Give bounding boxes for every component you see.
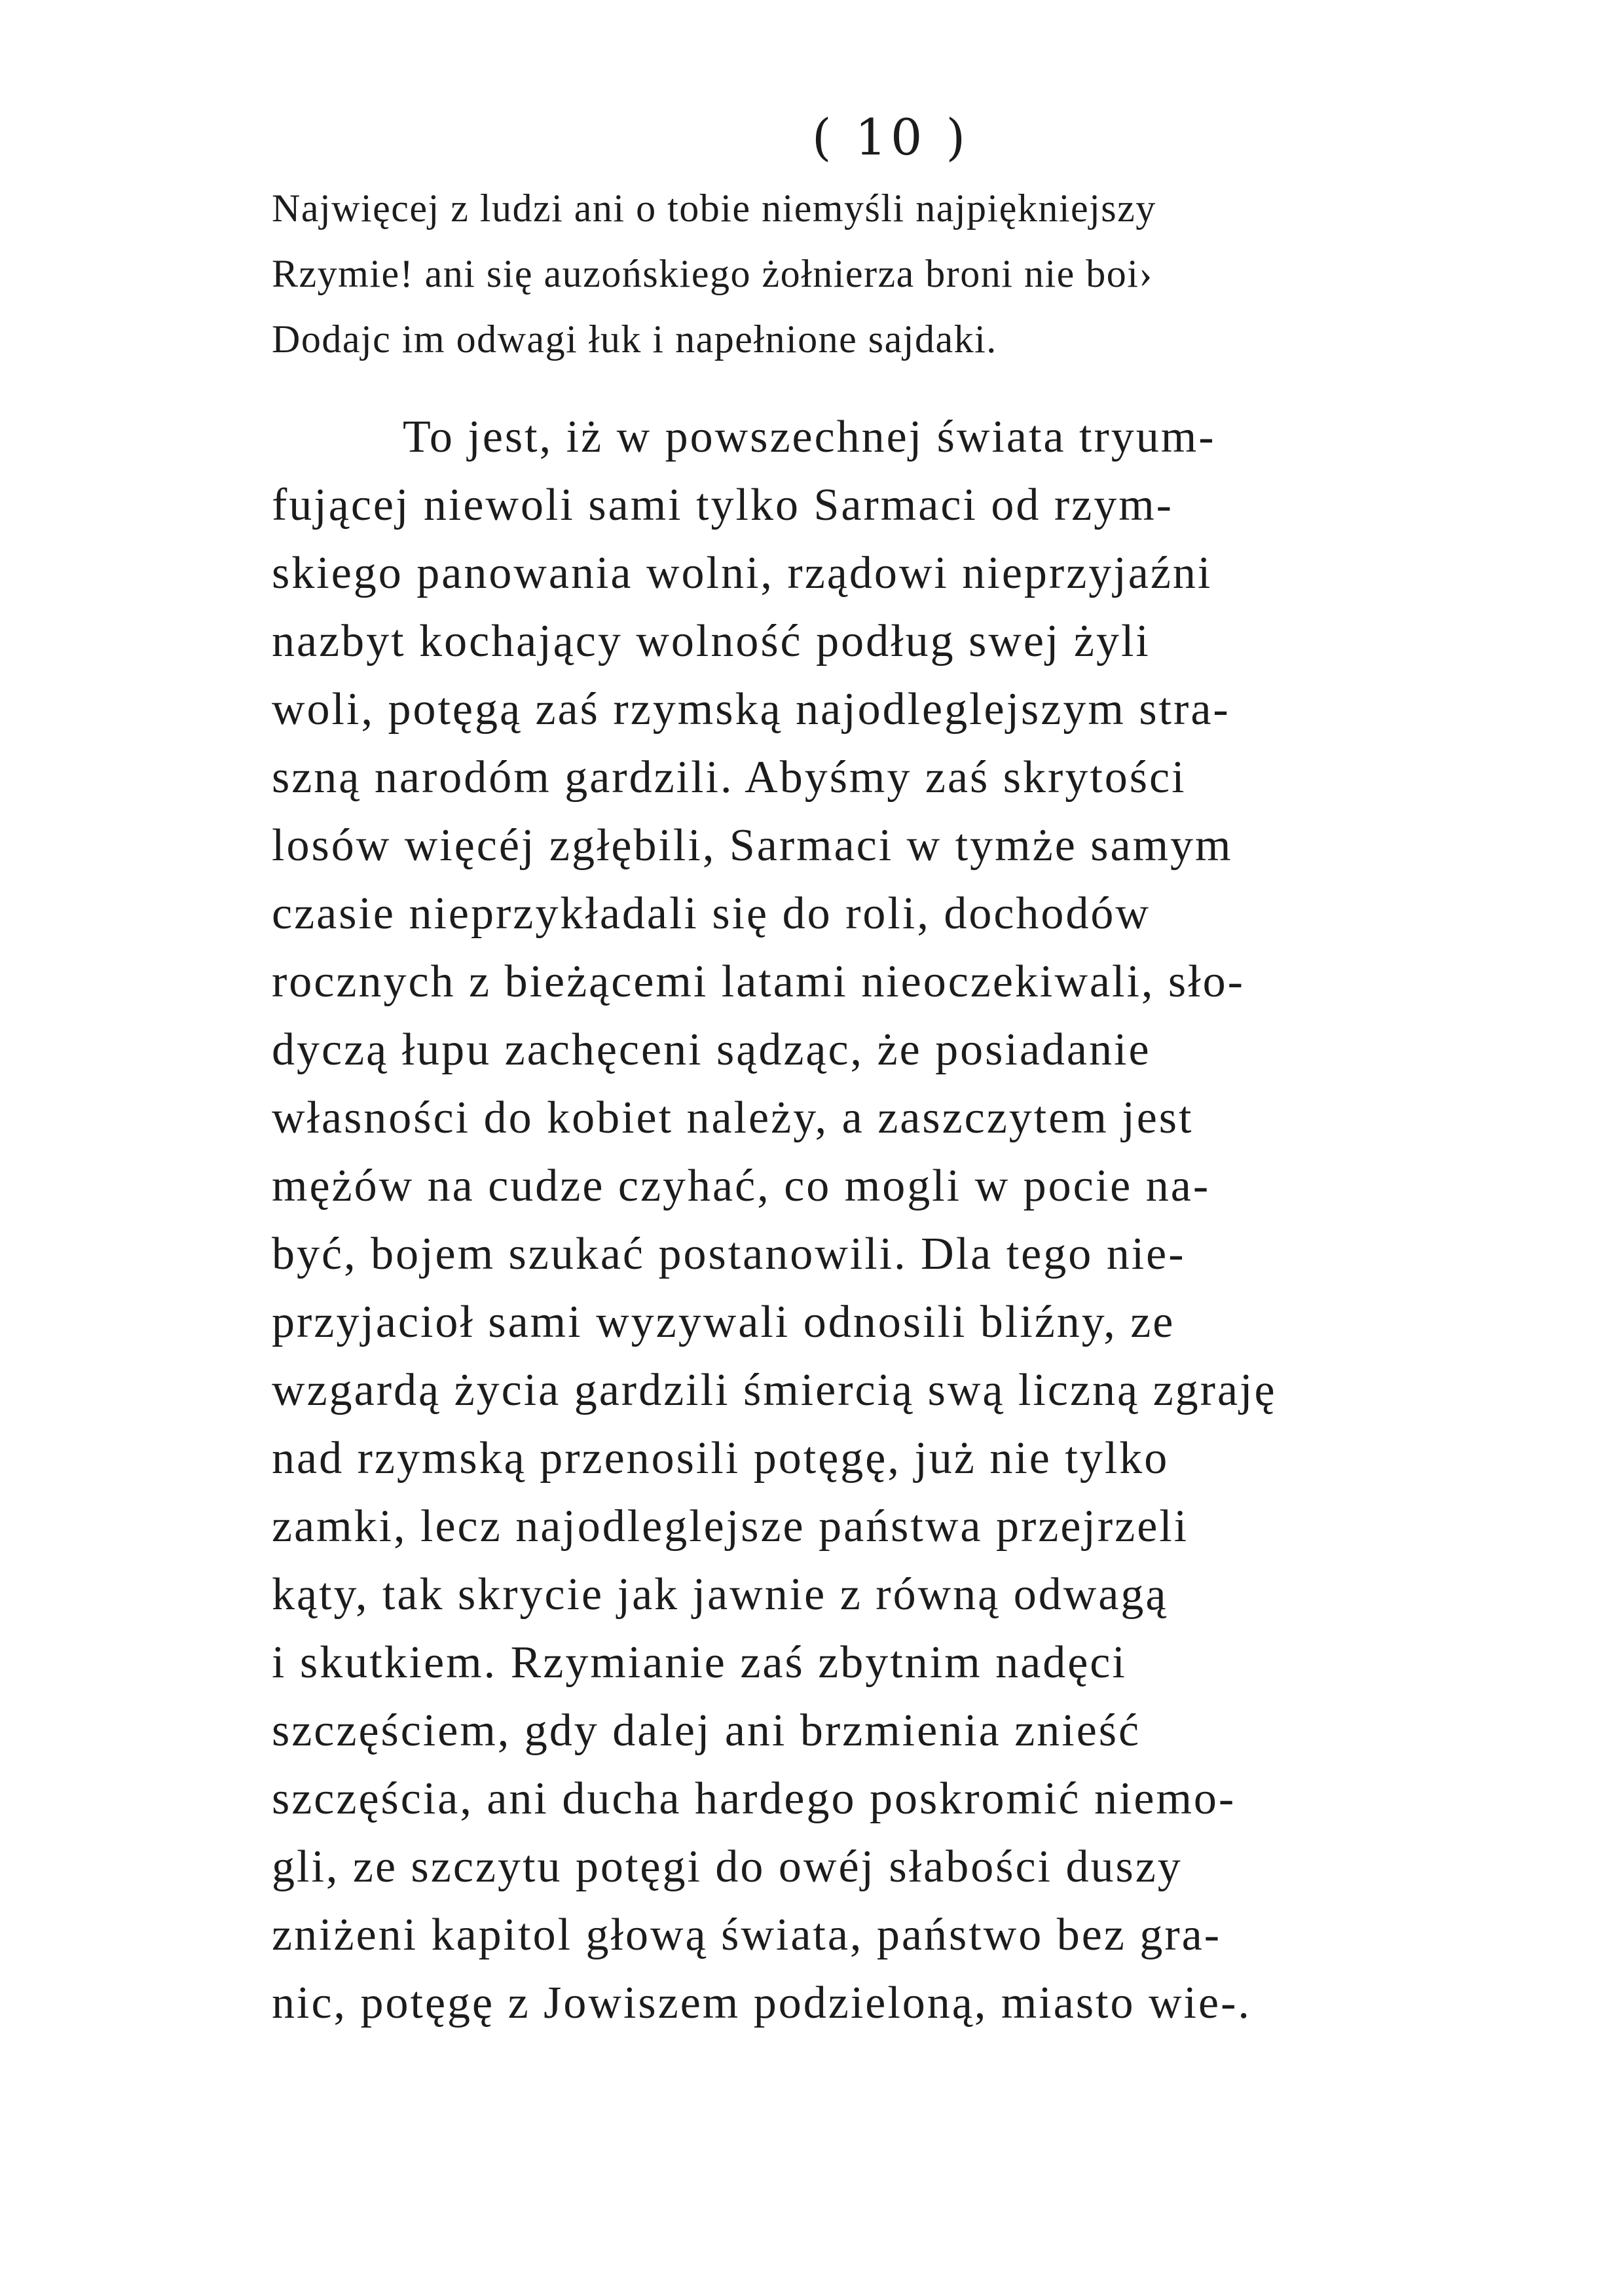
text-line: przyjacioł sami wyzywali odnosili bliźny, ze [272, 1297, 1175, 1347]
text-line: wzgardą życia gardzili śmiercią swą liczną zgraję [272, 1365, 1277, 1415]
text-line: zamki, lecz najodleglejsze państwa przejrzeli [272, 1501, 1189, 1552]
text-line: gli, ze szczytu potęgi do owéj słabości duszy [272, 1842, 1183, 1892]
text-line: nad rzymską przenosili potęgę, już nie tylko [272, 1433, 1170, 1484]
text-line: skiego panowania wolni, rządowi nieprzyjaźni [272, 548, 1213, 598]
text-line: To jest, iż w powszechnej świata tryum- [403, 412, 1216, 462]
page-text [272, 175, 1464, 2037]
text-line: woli, potęgą zaś rzymską najodleglejszym stra- [272, 684, 1230, 735]
text-line: nic, potęgę z Jowiszem podzieloną, miasto wie-. [272, 1978, 1251, 2028]
text-line: czasie nieprzykładali się do roli, dochodów [272, 888, 1151, 939]
main-paragraph [272, 403, 1464, 2037]
text-line: i skutkiem. Rzymianie zaś zbytnim nadęci [272, 1637, 1127, 1688]
opening-paragraph [272, 175, 1464, 372]
text-line: dyczą łupu zachęceni sądząc, że posiadanie [272, 1025, 1151, 1075]
text-line: rocznych z bieżącemi latami nieoczekiwali, sło- [272, 957, 1245, 1007]
text-line: losów więcéj zgłębili, Sarmaci w tymże samym [272, 820, 1233, 871]
text-line: zniżeni kapitol głową świata, państwo bez gra- [272, 1910, 1222, 1960]
page-number: ( 10 ) [811, 108, 970, 166]
text-line: Dodajc im odwagi łuk i napełnione sajdaki. [272, 318, 997, 361]
text-line: Najwięcej z ludzi ani o tobie niemyśli najpiękniejszy [272, 187, 1156, 230]
text-line: nazbyt kochający wolność podług swej żyli [272, 616, 1151, 666]
text-line: mężów na cudze czyhać, co mogli w pocie na- [272, 1161, 1211, 1211]
text-line: szczęścia, ani ducha hardego poskromić niemo- [272, 1774, 1236, 1824]
text-line: kąty, tak skrycie jak jawnie z równą odwagą [272, 1569, 1168, 1620]
text-line: szczęściem, gdy dalej ani brzmienia znieść [272, 1705, 1141, 1756]
text-line: fującej niewoli sami tylko Sarmaci od rzym- [272, 480, 1173, 530]
text-line: własności do kobiet należy, a zaszczytem jest [272, 1093, 1194, 1143]
text-line: szną narodóm gardzili. Abyśmy zaś skrytości [272, 752, 1187, 803]
text-line: być, bojem szukać postanowili. Dla tego nie- [272, 1229, 1186, 1279]
text-line: Rzymie! ani się auzońskiego żołnierza broni nie boi› [272, 252, 1153, 295]
